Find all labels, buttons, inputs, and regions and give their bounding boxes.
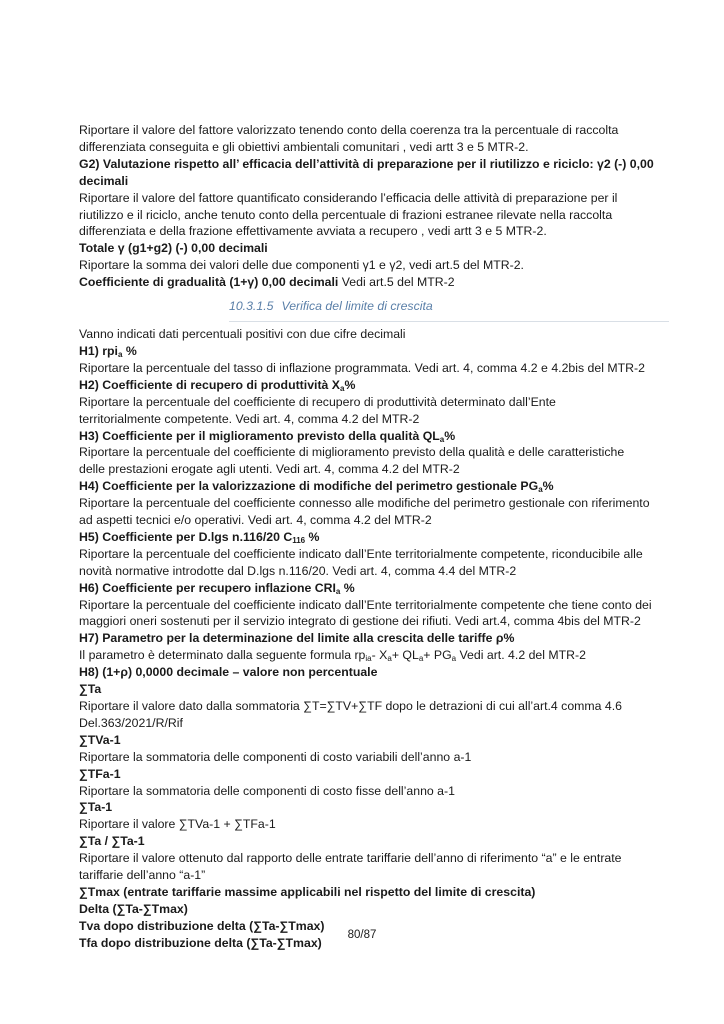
h3-label: H3) Coefficiente per il miglioramento previsto della qualità QL bbox=[79, 428, 440, 443]
h2-label: H2) Coefficiente di recupero di produttività X bbox=[79, 377, 340, 392]
text-line: novità normative introdotte dal D.lgs n.116/20. Vedi art. 4, comma 4.4 del MTR-2 bbox=[79, 563, 517, 578]
text-line: Riportare il valore dato dalla sommatoria ∑T=∑TV+∑TF dopo le detrazioni di cui all’art.4 comma 4.6 bbox=[79, 699, 623, 713]
paragraph-coerenza bbox=[79, 122, 669, 156]
text-line: Riportare la percentuale del coefficiente indicato dall’Ente territorialmente competente che tiene conto dei bbox=[79, 597, 652, 612]
document-page bbox=[79, 122, 669, 952]
text-line: Riportare la percentuale del coefficiente di miglioramento previsto della qualità e delle caratteristiche bbox=[79, 445, 625, 460]
h6-unit: % bbox=[340, 580, 355, 595]
formula-text: Vedi art. 4.2 del MTR-2 bbox=[456, 648, 586, 663]
field-totale-gamma-heading: Totale γ (g1+g2) (-) 0,00 decimali bbox=[79, 241, 268, 256]
text-line: Riportare la percentuale del coefficiente di recupero di produttività determinato dall’Ente bbox=[79, 394, 556, 409]
text-line: Riportare il valore ottenuto dal rapporto delle entrate tariffarie dell’anno di riferimento “a” e le entrate bbox=[79, 851, 622, 866]
text-line: Riportare la percentuale del coefficiente connesso alle modifiche del perimetro gestionale con riferimento bbox=[79, 496, 650, 511]
h6-label: H6) Coefficiente per recupero inflazione CRI bbox=[79, 580, 336, 595]
field-h3-description bbox=[79, 444, 669, 478]
h1-subscript: a bbox=[117, 349, 123, 359]
field-gradualita bbox=[79, 274, 669, 291]
h1-unit: % bbox=[122, 343, 137, 358]
section-heading-wrap bbox=[79, 297, 669, 322]
h4-subscript: a bbox=[538, 485, 543, 495]
field-ratio-heading: ∑Ta / ∑Ta-1 bbox=[79, 834, 145, 849]
formula-text: + QL bbox=[391, 648, 419, 663]
text-line: Del.363/2021/R/Rif bbox=[79, 715, 183, 730]
section-heading bbox=[229, 297, 669, 322]
formula-text: + PG bbox=[423, 648, 452, 663]
gradualita-ref: Vedi art.5 del MTR-2 bbox=[338, 275, 455, 290]
page-number: 80/87 bbox=[347, 929, 377, 941]
field-ta1-description: Riportare il valore ∑TVa-1 + ∑TFa-1 bbox=[79, 817, 276, 832]
text-line: Riportare il valore del fattore quantificato considerando l’efficacia delle attività di preparazione per il bbox=[79, 190, 618, 205]
formula-subscript: a bbox=[418, 654, 424, 664]
h1-label: H1) rpi bbox=[79, 343, 118, 358]
field-h7-formula bbox=[79, 647, 669, 664]
section-title: Verifica del limite di crescita bbox=[281, 299, 433, 314]
text-line: decimali bbox=[79, 173, 129, 188]
field-tva1-heading: ∑TVa-1 bbox=[79, 732, 121, 747]
text-line: Riportare il valore del fattore valorizzato tenendo conto della coerenza tra la percentuale di raccolta bbox=[79, 123, 619, 137]
text-line: delle prestazioni erogate agli utenti. Vedi art. 4, comma 4.2 del MTR-2 bbox=[79, 462, 460, 477]
field-h2-heading bbox=[79, 377, 669, 394]
field-delta-heading: Delta (∑Ta-∑Tmax) bbox=[79, 901, 188, 916]
h6-subscript: a bbox=[335, 586, 341, 596]
field-h5-heading bbox=[79, 529, 669, 546]
field-h6-description bbox=[79, 597, 669, 631]
field-ratio-description bbox=[79, 850, 669, 884]
section-number: 10.3.1.5 bbox=[229, 299, 274, 314]
text-line: riutilizzo e il riciclo, anche tenuto conto della percentuale di frazioni estranee rilevate nella raccolta bbox=[79, 207, 613, 222]
h2-unit: % bbox=[344, 377, 356, 392]
h4-unit: % bbox=[542, 479, 554, 494]
field-ta-description bbox=[79, 698, 669, 732]
h3-subscript: a bbox=[439, 434, 445, 444]
h3-unit: % bbox=[444, 428, 456, 443]
field-ta1-heading: ∑Ta-1 bbox=[79, 800, 113, 815]
field-tva-delta-heading: Tva dopo distribuzione delta (∑Ta-∑Tmax) bbox=[79, 918, 325, 933]
h4-label: H4) Coefficiente per la valorizzazione di modifiche del perimetro gestionale PG bbox=[79, 479, 539, 494]
paragraph-totale-description: Riportare la somma dei valori delle due componenti γ1 e γ2, vedi art.5 del MTR-2. bbox=[79, 258, 524, 273]
field-ta-heading: ∑Ta bbox=[79, 682, 102, 697]
field-h1-heading bbox=[79, 343, 669, 360]
text-line: differenziata e della frazione effettivamente avviata a recupero , vedi artt 3 e 5 MTR-2. bbox=[79, 224, 547, 239]
h5-unit: % bbox=[305, 529, 320, 544]
h2-subscript: a bbox=[340, 383, 345, 393]
text-line: tariffarie dell’anno “a-1” bbox=[79, 868, 206, 883]
field-h7-heading: H7) Parametro per la determinazione del limite alla crescita delle tariffe ρ% bbox=[79, 631, 515, 646]
field-h4-heading bbox=[79, 478, 669, 495]
field-h8-heading: H8) (1+ρ) 0,0000 decimale – valore non percentuale bbox=[79, 665, 378, 680]
field-tfa1-description: Riportare la sommatoria delle componenti di costo fisse dell’anno a-1 bbox=[79, 783, 455, 798]
formula-subscript: a bbox=[451, 654, 457, 664]
formula-text: Il parametro è determinato dalla seguente formula rp bbox=[79, 648, 366, 663]
field-g2-heading bbox=[79, 156, 669, 190]
field-h3-heading bbox=[79, 428, 669, 445]
h5-label: H5) Coefficiente per D.lgs n.116/20 C bbox=[79, 529, 293, 544]
field-h5-description bbox=[79, 546, 669, 580]
gradualita-label: Coefficiente di gradualità (1+γ) 0,00 decimali bbox=[79, 275, 339, 290]
field-h2-description bbox=[79, 394, 669, 428]
text-line: territorialmente competente. Vedi art. 4, comma 4.2 del MTR-2 bbox=[79, 411, 420, 426]
text-line: differenziata conseguita e gli obiettivi ambientali comunitari , vedi artt 3 e 5 MTR-2. bbox=[79, 139, 529, 154]
field-tfa1-heading: ∑TFa-1 bbox=[79, 766, 121, 781]
text-line: ad aspetti tecnici e/o operativi. Vedi art. 4, comma 4.2 del MTR-2 bbox=[79, 513, 432, 528]
field-tfa-delta-heading: Tfa dopo distribuzione delta (∑Ta-∑Tmax) bbox=[79, 935, 322, 950]
formula-subscript: ia bbox=[365, 654, 372, 664]
section-intro: Vanno indicati dati percentuali positivi con due cifre decimali bbox=[79, 327, 406, 342]
text-line: Riportare la percentuale del coefficiente indicato dall’Ente territorialmente competente, riconducibile alle bbox=[79, 546, 643, 561]
field-tmax-heading: ∑Tmax (entrate tariffarie massime applicabili nel rispetto del limite di crescita) bbox=[79, 884, 536, 899]
h5-subscript: 116 bbox=[292, 535, 306, 545]
text-line: maggiori oneri sostenuti per il servizio integrato di gestione dei rifiuti. Vedi art.4, comma 4bis del MTR-2 bbox=[79, 614, 641, 629]
formula-text: - X bbox=[371, 648, 388, 663]
field-tva1-description: Riportare la sommatoria delle componenti di costo variabili dell’anno a-1 bbox=[79, 749, 472, 764]
field-h4-description bbox=[79, 495, 669, 529]
text-line: G2) Valutazione rispetto all’ efficacia dell’attività di preparazione per il riutilizzo e riciclo: γ2 (-) 0,00 bbox=[79, 156, 654, 171]
field-h1-description: Riportare la percentuale del tasso di inflazione programmata. Vedi art. 4, comma 4.2 e 4.2bis del MTR-2 bbox=[79, 360, 645, 375]
formula-subscript: a bbox=[387, 654, 392, 664]
field-h6-heading bbox=[79, 580, 669, 597]
paragraph-g2-description bbox=[79, 190, 669, 241]
